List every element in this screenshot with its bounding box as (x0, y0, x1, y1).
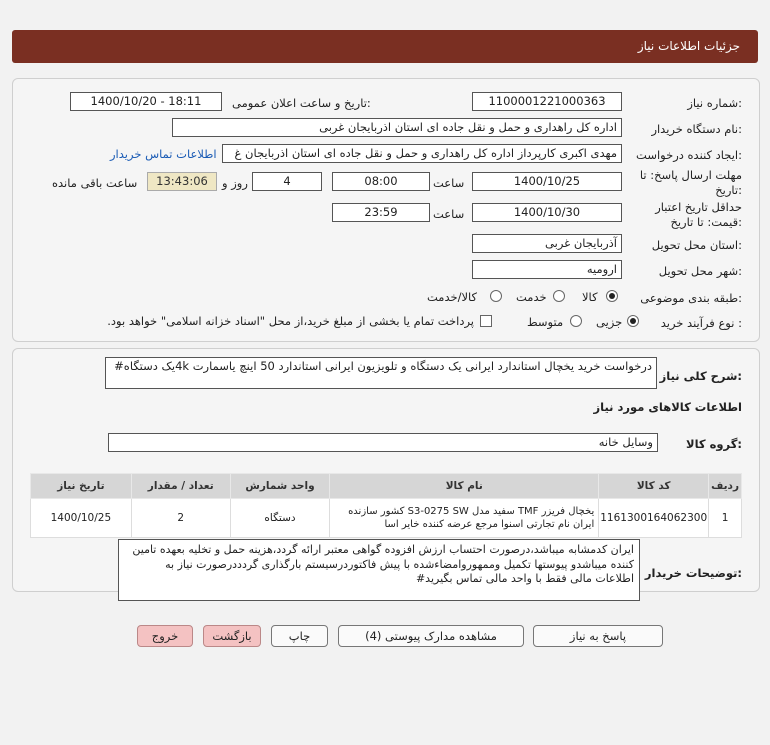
city-label: شهر محل تحویل: (658, 264, 742, 278)
city-field: ارومیه (472, 260, 622, 279)
category-label: طبقه بندی موضوعی: (640, 291, 742, 305)
buyer-org-field: اداره کل راهداری و حمل و نقل جاده ای استان اذربایجان غربی (172, 118, 622, 137)
goods-group-field: وسایل خانه (108, 433, 658, 452)
buyer-notes-label: توضیحات خریدار: (644, 566, 742, 580)
process-partial-label: جزیی (596, 315, 623, 329)
buyer-contact-link[interactable]: اطلاعات تماس خریدار (110, 147, 217, 161)
col-header-name: نام کالا (330, 474, 599, 499)
goods-group-label: گروه کالا: (686, 437, 742, 451)
category-goods-label: کالا (582, 290, 598, 304)
province-field: آذربایجان غربی (472, 234, 622, 253)
payment-note: پرداخت تمام یا بخشی از مبلغ خرید،از محل "اسناد خزانه اسلامی" خواهد بود. (107, 314, 474, 328)
send-date-field: 1400/10/25 (472, 172, 622, 191)
remaining-time-label: ساعت باقی مانده (52, 176, 138, 190)
col-header-quantity: تعداد / مقدار (131, 474, 230, 499)
announce-datetime-field: 1400/10/20 - 18:11 (70, 92, 222, 111)
need-number-field: 1100001221000363 (472, 92, 622, 111)
days-label: روز و (222, 176, 248, 190)
creator-field: مهدی اکبری کارپرداز اداره کل راهداری و حمل و نقل جاده ای استان اذربایجان غ (222, 144, 622, 163)
cell-unit: دستگاه (230, 499, 330, 538)
validity-time-label: ساعت (433, 207, 465, 221)
table-row (31, 499, 742, 538)
days-remaining-field: 4 (252, 172, 322, 191)
col-header-date: تاریخ نیاز (31, 474, 132, 499)
category-radio-goods-service[interactable] (490, 290, 502, 302)
col-header-unit: واحد شمارش (230, 474, 330, 499)
validity-date-field: 1400/10/30 (472, 203, 622, 222)
print-button[interactable]: چاپ (271, 625, 328, 647)
buyer-notes-field: ایران کدمشابه میباشد،درصورت احتساب ارزش افزوده گواهی معتبر ارائه گردد،هزینه حمل و تخلیه بعهده تامین کننده میباشدو پیوستها تکمیل وممهوروامضاءشده با پیش فاکتوردرسیستم بارگذاری گردددرصورت نیاز به اطلاعات مالی فقط با واحد مالی تماس بگیرید# (118, 539, 640, 601)
validity-time-field: 23:59 (332, 203, 430, 222)
cell-row-number: 1 (709, 499, 742, 538)
category-radio-service[interactable] (553, 290, 565, 302)
category-radio-goods[interactable] (606, 290, 618, 302)
province-label: استان محل تحویل: (651, 238, 742, 252)
creator-label: ایجاد کننده درخواست: (636, 148, 742, 162)
back-button[interactable]: بازگشت (203, 625, 261, 647)
category-service-label: خدمت (516, 290, 547, 304)
process-radio-medium[interactable] (570, 315, 582, 327)
category-goods-service-label: کالا/خدمت (427, 290, 478, 304)
col-header-row-number: ردیف (709, 474, 742, 499)
announce-label: تاریخ و ساعت اعلان عمومی: (232, 96, 371, 110)
treasury-bonds-checkbox[interactable] (480, 315, 492, 327)
goods-info-title: اطلاعات کالاهای مورد نیاز (593, 400, 742, 414)
cell-code: 1161300164062300 (599, 499, 709, 538)
process-label: نوع فرآیند خرید : (660, 316, 742, 330)
cell-date: 1400/10/25 (31, 499, 132, 538)
col-header-code: کد کالا (599, 474, 709, 499)
table-header-row (31, 474, 742, 499)
goods-table (30, 473, 742, 538)
validity-label: حداقل تاریخ اعتبار قیمت: تا تاریخ: (655, 200, 742, 229)
exit-button[interactable]: خروج (137, 625, 193, 647)
remaining-time-field: 13:43:06 (147, 172, 217, 191)
need-number-label: شماره نیاز: (687, 96, 742, 110)
send-time-field: 08:00 (332, 172, 430, 191)
description-field: درخواست خرید یخچال استاندارد ایرانی یک دستگاه و تلویزیون ایرانی استاندارد 50 اینچ یاسمارت 4kیک دستگاه# (105, 357, 657, 389)
send-time-label: ساعت (433, 176, 465, 190)
buyer-org-label: نام دستگاه خریدار: (651, 122, 742, 136)
page-title: جزئیات اطلاعات نیاز (637, 39, 740, 53)
process-medium-label: متوسط (527, 315, 564, 329)
process-radio-partial[interactable] (627, 315, 639, 327)
attachments-button[interactable]: مشاهده مدارک پیوستی (4) (338, 625, 524, 647)
cell-quantity: 2 (131, 499, 230, 538)
page-header (12, 30, 758, 63)
description-label: شرح کلی نیاز: (659, 369, 742, 383)
send-deadline-label: مهلت ارسال پاسخ: تا تاریخ: (639, 168, 742, 197)
cell-name: یخچال فریزر TMF سفید مدل S3-0275 SW کشور سازنده ایران نام تجارتی اسنوا مرجع عرضه کننده خایر اسا (330, 499, 599, 538)
reply-button[interactable]: پاسخ به نیاز (533, 625, 663, 647)
